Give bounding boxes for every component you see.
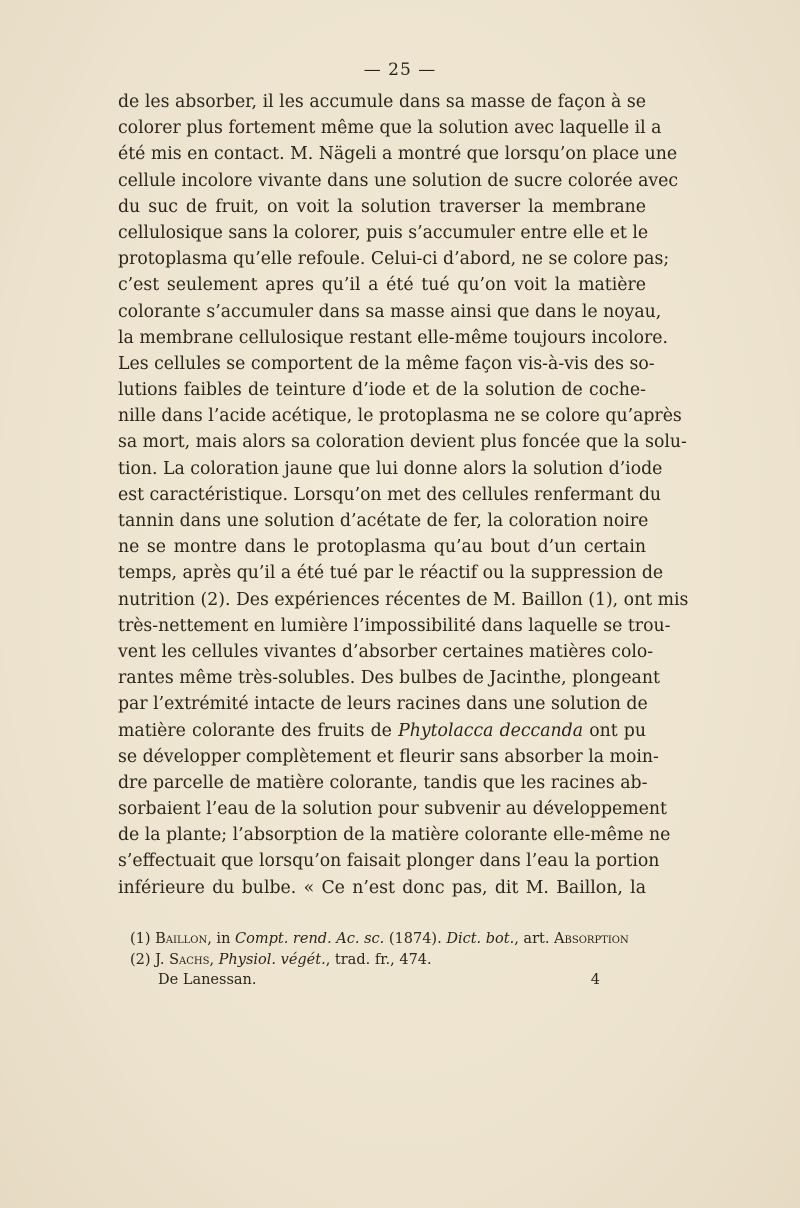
text-line: inférieure du bulbe. « Ce n’est donc pas, dit M. Baillon, la [118,877,646,898]
text-line: dre parcelle de matière colorante, tandis que les racines ab- [118,772,648,793]
footnote-year: (1874). [388,931,442,947]
signature-sheet: 4 [590,972,600,988]
footnote-article: Absorption [554,931,629,947]
footnote-work: Physiol. végét. [218,952,326,968]
footnote-prefix: J. [155,952,165,968]
signature-line [158,972,600,988]
footnote-sep: , [209,952,215,968]
footnote-dict: Dict. bot. [446,931,515,947]
text-line: ne se montre dans le protoplasma qu’au bout d’un certain [118,537,646,558]
text-line: été mis en contact. M. Nägeli a montré que lorsqu’on place une [118,144,678,165]
text-line: rantes même très-solubles. Des bulbes de Jacinthe, plongeant [118,668,660,689]
text-line: colorer plus fortement même que la solution avec laquelle il a [118,118,662,139]
text-line: cellulosique sans la colorer, puis s’accumuler entre elle et le [118,222,649,243]
footnote-author: Sachs [169,952,210,968]
text-line: se développer complètement et fleurir sans absorber la moin- [118,746,659,767]
text-line: la membrane cellulosique restant elle-même toujours incolore. [118,327,669,348]
text-line-mixed [118,718,646,744]
text-segment: ont pu [589,720,647,741]
text-line: s’effectuait que lorsqu’on faisait plonger dans l’eau la portion [118,851,660,872]
text-line: lutions faibles de teinture d’iode et de la solution de coche- [118,380,646,401]
text-line: tion. La coloration jaune que lui donne alors la solution d’iode [118,458,663,479]
text-line: c’est seulement apres qu’il a été tué qu’on voit la matière [118,275,646,296]
text-line: nutrition (2). Des expériences récentes de M. Baillon (1), ont mis [118,589,689,610]
footnote-2 [130,950,650,971]
footnotes [130,929,650,971]
text-line: très-nettement en lumière l’impossibilité dans laquelle se trou- [118,615,671,636]
footnote-tail: , trad. fr., 474. [325,952,432,968]
text-segment: matière colorante des fruits de [118,720,392,741]
footnote-author: Baillon [155,931,208,947]
footnote-journal: Compt. rend. Ac. sc. [235,931,385,947]
footnote-marker: (2) [130,952,151,968]
footnote-text: , in [207,931,231,947]
footnote-marker: (1) [130,931,151,947]
text-line: de les absorber, il les accumule dans sa masse de façon à se [118,92,646,112]
footnote-1 [130,929,650,950]
text-line: colorante s’accumuler dans sa masse ainsi que dans le noyau, [118,301,662,322]
text-line: sa mort, mais alors sa coloration devient plus foncée que la solu- [118,432,687,453]
text-line: par l’extrémité intacte de leurs racines dans une solution de [118,694,648,715]
text-line: de la plante; l’absorption de la matière colorante elle-même ne [118,825,671,846]
signature-name: De Lanessan. [158,972,257,988]
text-line: vent les cellules vivantes d’absorber certaines matières colo- [118,641,654,662]
text-line: protoplasma qu’elle refoule. Celui-ci d’abord, ne se colore pas; [118,249,670,270]
text-line: cellule incolore vivante dans une solution de sucre colorée avec [118,170,679,191]
text-line: est caractéristique. Lorsqu’on met des cellules renfermant du [118,484,662,505]
text-line: sorbaient l’eau de la solution pour subvenir au développement [118,799,667,820]
page-number: — 25 — [363,60,437,80]
footnote-tail: , art. [514,931,550,947]
body-text [118,89,689,901]
text-line: Les cellules se comportent de la même façon vis-à-vis des so- [118,353,655,374]
text-line: nille dans l’acide acétique, le protoplasma ne se colore qu’après [118,406,682,427]
species-name: Phytolacca deccanda [398,720,584,741]
text-line: tannin dans une solution d’acétate de fer, la coloration noire [118,511,649,531]
text-line: du suc de fruit, on voit la solution traverser la membrane [118,196,646,217]
text-line: temps, après qu’il a été tué par le réactif ou la suppression de [118,563,664,584]
